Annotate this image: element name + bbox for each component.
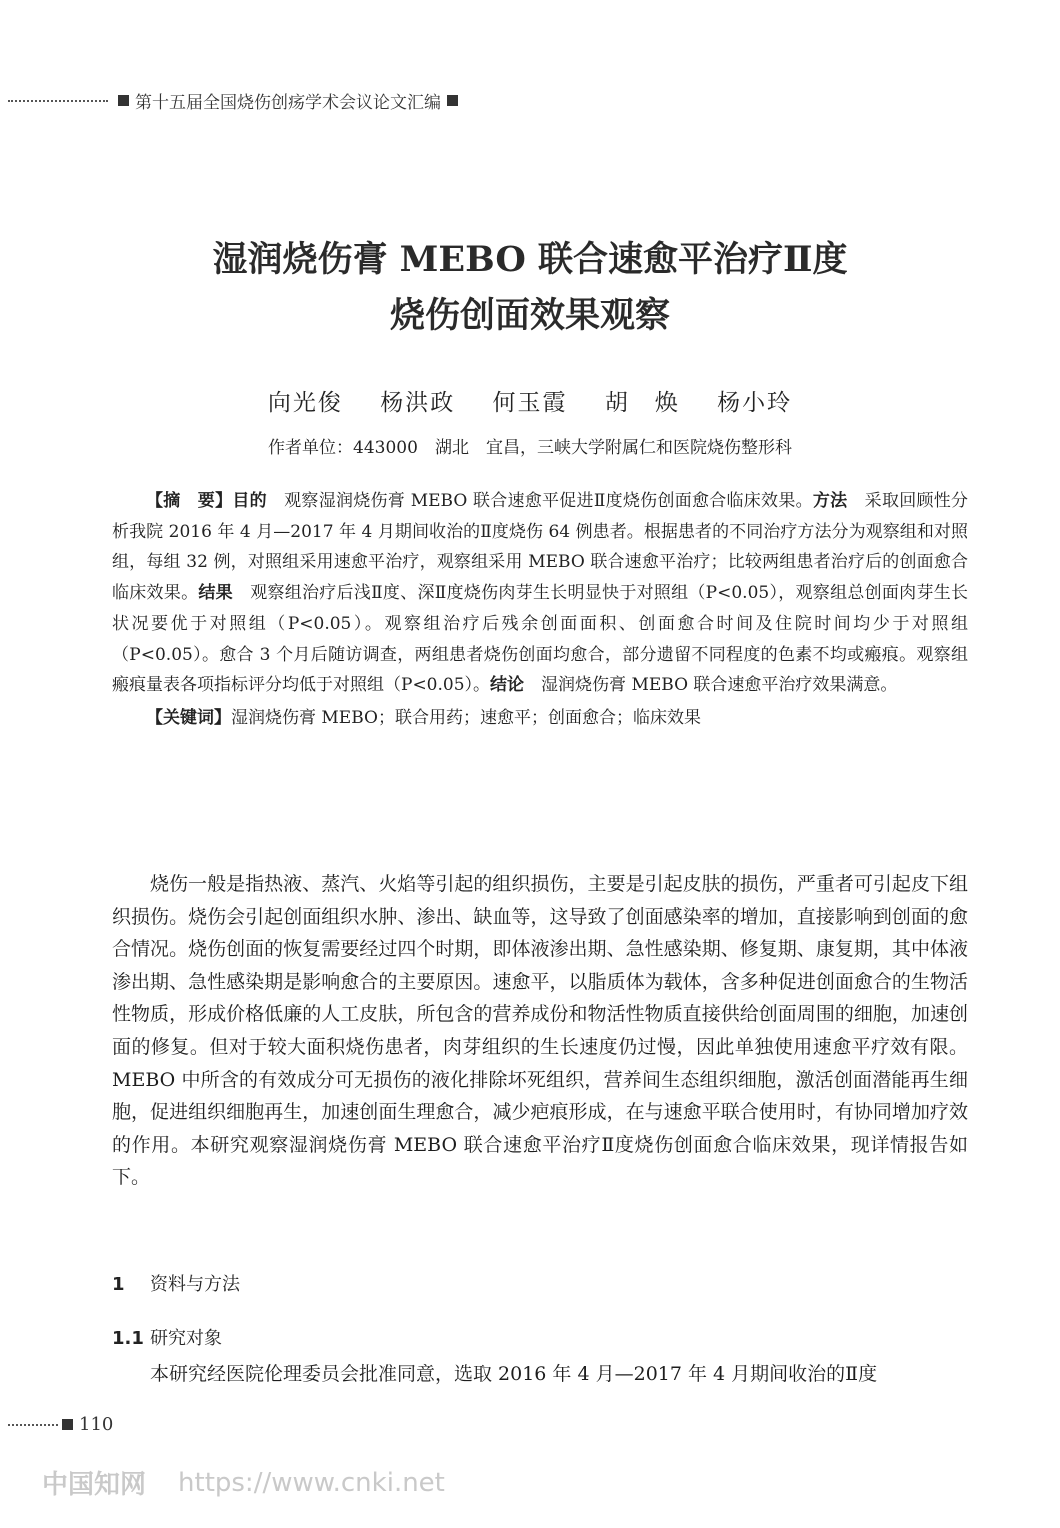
results-label: 结果 — [198, 583, 233, 604]
section-heading-1-1 — [112, 1324, 222, 1350]
keywords — [112, 703, 968, 734]
paper-title — [0, 232, 1060, 344]
methods-text: 采取回顾性分析我院 2016 年 4 月—2017 年 4 月期间收治的Ⅱ度烧伤 64 例患者。根据患者的不同治疗方法分为观察组和对照组，每组 32 例，对照组采用速愈平治疗，观察组采用 MEBO 联合速愈平治疗；比较两组患者治疗后的创面愈合临床效果。 — [112, 491, 969, 604]
section-title: 资料与方法 — [150, 1274, 240, 1295]
intro-section — [112, 868, 968, 1194]
running-header — [8, 88, 464, 113]
intro-paragraph: 烧伤一般是指热液、蒸汽、火焰等引起的组织损伤，主要是引起皮肤的损伤，严重者可引起皮下组织损伤。烧伤会引起创面组织水肿、渗出、缺血等，这导致了创面感染率的增加，直接影响到创面的愈合情况。烧伤创面的恢复需要经过四个时期，即体液渗出期、急性感染期、修复期、康复期，其中体液渗出期、急性感染期是影响愈合的主要原因。速愈平，以脂质体为载体，含多种促进创面愈合的生物活性物质，形成价格低廉的人工皮肤，所包含的营养成份和物活性物质直接供给创面周围的细胞，加速创面的修复。但对于较大面积烧伤患者，肉芽组织的生长速度仍过慢，因此单独使用速愈平疗效有限。MEBO 中所含的有效成分可无损伤的液化排除坏死组织，营养间生态组织细胞，激活创面潜能再生细胞，促进组织细胞再生，加速创面生理愈合，减少疤痕形成，在与速愈平联合使用时，有协同增加疗效的作用。本研究观察湿润烧伤膏 MEBO 联合速愈平治疗Ⅱ度烧伤创面愈合临床效果，现详情报告如下。 — [112, 873, 968, 1189]
keywords-text: 湿润烧伤膏 MEBO；联合用药；速愈平；创面愈合；临床效果 — [231, 707, 701, 728]
abstract-body — [112, 486, 968, 701]
title-line-2: 烧伤创面效果观察 — [389, 295, 670, 336]
section-title: 研究对象 — [150, 1328, 222, 1349]
methods-label: 方法 — [812, 491, 848, 511]
author: 杨小玲 — [717, 390, 793, 416]
header-square-icon — [447, 95, 458, 106]
author: 何玉霞 — [492, 390, 568, 416]
keywords-label: 【关键词】 — [146, 707, 231, 728]
objective-text: 观察湿润烧伤膏 MEBO 联合速愈平促进Ⅱ度烧伤创面愈合临床效果。 — [266, 491, 813, 511]
author: 杨洪政 — [380, 390, 456, 416]
header-text: 第十五届全国烧伤创疡学术会议论文汇编 — [135, 93, 441, 113]
author: 胡 焕 — [604, 390, 680, 416]
footer-dotted-rule — [8, 1424, 58, 1426]
results-text: 观察组治疗后浅Ⅱ度、深Ⅱ度烧伤肉芽生长明显快于对照组（P<0.05），观察组总创面肉芽生长状况要优于对照组（P<0.05）。观察组治疗后残余创面面积、创面愈合时间及住院时间均少于对照组（P<0.05）。愈合 3 个月后随访调查，两组患者烧伤创面均愈合，部分遗留不同程度的色素不均或瘢痕。观察组瘢痕量表各项指标评分均低于对照组（P<0.05）。 — [112, 583, 968, 696]
conclusion-text: 湿润烧伤膏 MEBO 联合速愈平治疗效果满意。 — [524, 675, 898, 696]
header-square-icon — [118, 95, 129, 106]
abstract — [112, 486, 968, 734]
header-dotted-rule — [8, 100, 108, 102]
abstract-label: 【摘 要】 — [146, 491, 233, 511]
section-number: 1.1 — [112, 1328, 144, 1349]
methods-paragraph: 本研究经医院伦理委员会批准同意，选取 2016 年 4 月—2017 年 4 月期间收治的Ⅱ度 — [150, 1363, 878, 1385]
section-number: 1 — [112, 1274, 125, 1295]
cnki-watermark — [42, 1464, 445, 1501]
author: 向光俊 — [267, 390, 343, 416]
footer-square-icon — [62, 1419, 73, 1430]
page-number: 110 — [79, 1414, 114, 1435]
section-heading-1 — [112, 1270, 240, 1296]
title-line-1: 湿润烧伤膏 MEBO 联合速愈平治疗Ⅱ度 — [212, 239, 848, 280]
author-list — [0, 384, 1060, 417]
cnki-logo: 中国知网 — [42, 1470, 147, 1500]
conclusion-label: 结论 — [490, 675, 525, 696]
objective-label: 目的 — [232, 491, 267, 511]
cnki-url: https://www.cnki.net — [178, 1467, 445, 1498]
affiliation: 作者单位：443000 湖北 宜昌，三峡大学附属仁和医院烧伤整形科 — [268, 438, 792, 458]
page-footer — [8, 1414, 113, 1435]
